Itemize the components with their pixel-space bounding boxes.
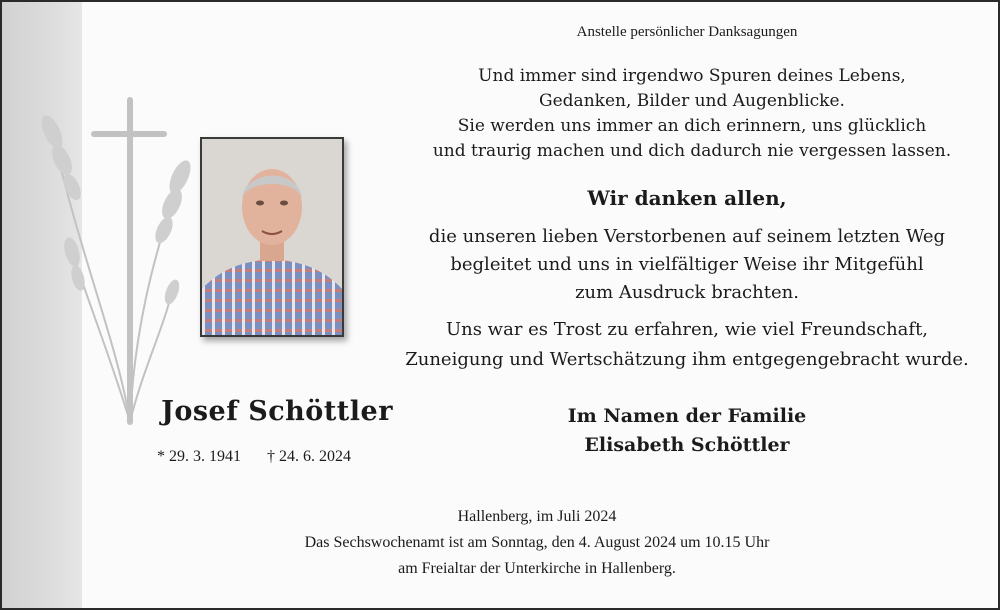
- thanks-line: begleitet und uns in vielfältiger Weise ihr Mitgefühl: [450, 254, 924, 275]
- poem: [422, 64, 962, 164]
- thanks-line: die unseren lieben Verstorbenen auf seinem letzten Weg: [428, 226, 946, 247]
- life-dates: [157, 448, 397, 466]
- poem-line: und traurig machen und dich dadurch nie vergessen lassen.: [432, 141, 952, 161]
- poem-line: Gedanken, Bilder und Augenblicke.: [539, 91, 845, 111]
- portrait-photo: [200, 137, 344, 337]
- poem-line: Und immer sind irgendwo Spuren deines Lebens,: [478, 66, 906, 86]
- service-info: Das Sechswochenamt ist am Sonntag, den 4. August 2024 um 10.15 Uhr: [304, 534, 770, 551]
- comfort-line: Zuneigung und Wertschätzung ihm entgegengebracht wurde.: [405, 349, 969, 370]
- place-date: Hallenberg, im Juli 2024: [457, 508, 617, 525]
- thanks-line: zum Ausdruck brachten.: [575, 282, 799, 303]
- thanks-text: [392, 223, 982, 307]
- deceased-name: Josef Schöttler: [161, 396, 393, 427]
- comfort-line: Uns war es Trost zu erfahren, wie viel Freundschaft,: [445, 319, 929, 340]
- family-line: Elisabeth Schöttler: [584, 434, 790, 456]
- poem-line: Sie werden uns immer an dich erinnern, uns glücklich: [457, 116, 927, 136]
- family-line: Im Namen der Familie: [567, 405, 807, 427]
- thanks-heading: Wir danken allen,: [587, 186, 787, 210]
- footer: [202, 504, 872, 582]
- birth-date: * 29. 3. 1941: [157, 448, 241, 465]
- family-signature: [522, 402, 852, 460]
- service-location: am Freialtar der Unterkirche in Hallenberg.: [398, 560, 676, 577]
- death-date: † 24. 6. 2024: [267, 448, 351, 465]
- header-title: Anstelle persönlicher Danksagungen: [576, 24, 798, 40]
- comfort-text: [392, 315, 982, 375]
